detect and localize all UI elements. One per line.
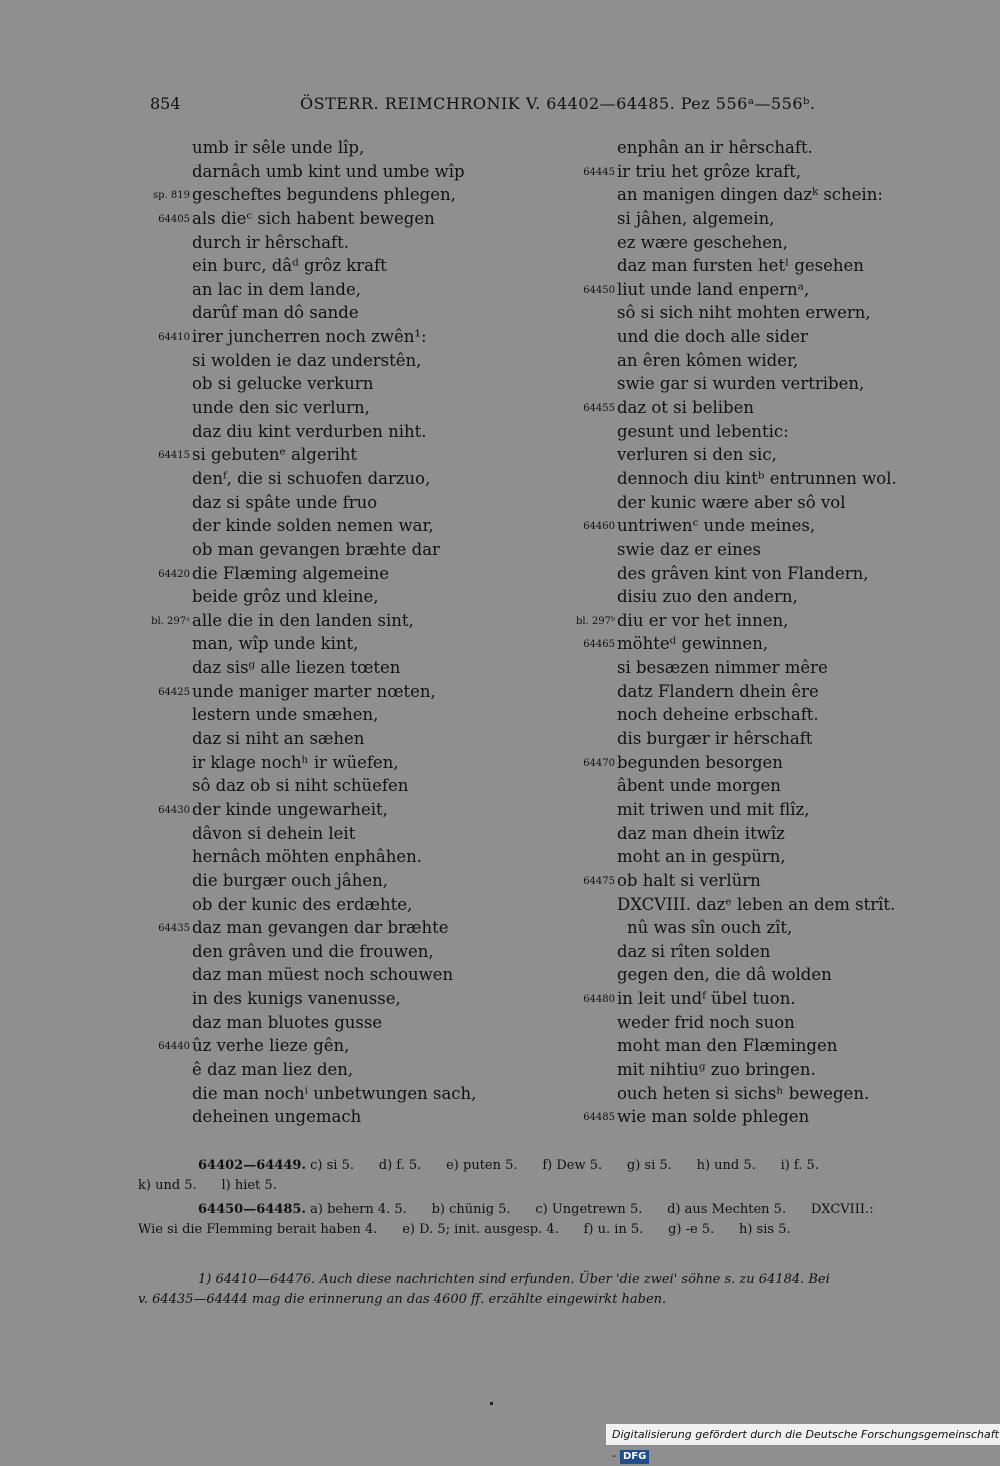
verse-text: daz ot si beliben xyxy=(617,398,754,418)
verse-text: umb ir sêle unde lîp, xyxy=(192,138,365,157)
verse-text: alle die in den landen sint, xyxy=(192,610,414,630)
verse-text: verluren si den sic, xyxy=(617,445,777,465)
line-number: 64405 xyxy=(158,213,190,225)
verse-line xyxy=(565,231,985,255)
verse-text: weder frid noch suon xyxy=(617,1012,795,1032)
verse-text: durch ir hêrschaft. xyxy=(192,232,350,252)
running-header xyxy=(150,94,840,114)
verse-line xyxy=(565,893,985,917)
verse-text: ob halt si verlürn xyxy=(617,870,761,890)
verse-line xyxy=(565,443,985,467)
verse-line xyxy=(565,869,985,893)
line-number: 64425 xyxy=(158,686,190,698)
line-number: sp. 819 xyxy=(153,190,190,202)
verse-line xyxy=(140,987,560,1011)
verse-text: gegen den, die dâ wolden xyxy=(617,965,832,985)
verse-line xyxy=(565,538,985,562)
verse-line xyxy=(140,467,560,491)
verse-line xyxy=(565,798,985,822)
verse-line xyxy=(140,183,560,207)
verse-text: DXCVIII. dazᵉ leben an dem strît. xyxy=(617,894,896,914)
verse-text: ûz verhe lieze gên, xyxy=(192,1036,350,1056)
verse-line xyxy=(565,278,985,302)
verse-line xyxy=(140,656,560,680)
verse-line xyxy=(565,940,985,964)
verse-line xyxy=(565,1082,985,1106)
verse-line xyxy=(565,372,985,396)
verse-text: dâvon si dehein leit xyxy=(192,823,356,843)
verse-text: möhteᵈ gewinnen, xyxy=(617,634,769,654)
verse-text: lestern unde smæhen, xyxy=(192,705,379,725)
line-number: 64420 xyxy=(158,568,190,580)
line-number: 64435 xyxy=(158,923,190,935)
line-number: 64480 xyxy=(583,994,615,1006)
verse-text: ir klage nochʰ ir wüefen, xyxy=(192,752,399,772)
verse-text: ê daz man liez den, xyxy=(192,1059,354,1079)
verse-line xyxy=(140,160,560,184)
dfg-logo-icon: DFG xyxy=(620,1450,649,1464)
verse-line xyxy=(565,514,985,538)
verse-line xyxy=(140,916,560,940)
verse-line xyxy=(565,987,985,1011)
verse-text: deheinen ungemach xyxy=(192,1107,362,1127)
verse-line xyxy=(140,609,560,633)
verse-text: swie daz er eines xyxy=(617,539,762,559)
verse-line xyxy=(565,467,985,491)
verse-text: der kunic wære aber sô vol xyxy=(617,492,846,512)
verse-text: diu er vor het innen, xyxy=(617,610,789,630)
verse-text: dis burgær ir hêrschaft xyxy=(617,729,813,749)
verse-text: ir triu het grôze kraft, xyxy=(617,161,802,181)
verse-text: si besæzen nimmer mêre xyxy=(617,658,828,678)
verse-line xyxy=(565,916,985,940)
line-number: 64450 xyxy=(583,284,615,296)
verse-text: enphân an ir hêrschaft. xyxy=(617,138,813,157)
verse-text: daz si rîten solden xyxy=(617,941,771,961)
verse-line xyxy=(565,1058,985,1082)
verse-line xyxy=(565,301,985,325)
verse-text: daz diu kint verdurben niht. xyxy=(192,421,427,441)
line-number: 64410 xyxy=(158,332,190,344)
verse-text: als dieᶜ sich habent bewegen xyxy=(192,208,435,228)
verse-line xyxy=(140,822,560,846)
verse-text: daz man bluotes gusse xyxy=(192,1012,383,1032)
verse-text: ein burc, dâᵈ grôz kraft xyxy=(192,256,387,276)
verse-text: âbent unde morgen xyxy=(617,776,781,796)
verse-line xyxy=(140,514,560,538)
verse-line xyxy=(140,585,560,609)
verse-text: darûf man dô sande xyxy=(192,303,359,323)
footnote-line-1: 1) 64410—64476. Auch diese nachrichten sind erfunden. Über 'die zwei' söhne s. zu 64184. Bei xyxy=(198,1272,830,1287)
verse-line xyxy=(140,727,560,751)
page-mark xyxy=(490,1402,493,1405)
verse-text: der kinde solden nemen war, xyxy=(192,516,434,536)
verse-line xyxy=(565,325,985,349)
verse-text: an lac in dem lande, xyxy=(192,279,361,299)
verse-line xyxy=(140,774,560,798)
verse-text: darnâch umb kint und umbe wîp xyxy=(192,161,465,181)
verse-text: ouch heten si sichsʰ bewegen. xyxy=(617,1083,870,1103)
verse-text: hernâch möhten enphâhen. xyxy=(192,847,423,867)
verse-text: nû was sîn ouch zît, xyxy=(627,918,793,938)
verse-text: an manigen dingen dazᵏ schein: xyxy=(617,185,883,205)
verse-text: die man nochⁱ unbetwungen sach, xyxy=(192,1083,477,1103)
line-number: bl. 297ᵇ xyxy=(575,615,615,627)
verse-text: si gebutenᵉ algeriht xyxy=(192,445,358,465)
verse-line xyxy=(140,231,560,255)
verse-line xyxy=(565,562,985,586)
apparatus-text-1a: c) si 5. d) f. 5. e) puten 5. f) Dew 5. g) si 5. h) und 5. i) f. 5. xyxy=(310,1158,819,1173)
verse-text: daz man dhein itwîz xyxy=(617,823,785,843)
verse-text: ez wære geschehen, xyxy=(617,232,788,252)
page-number: 854 xyxy=(150,94,181,113)
verse-text: des grâven kint von Flandern, xyxy=(617,563,869,583)
verse-line xyxy=(140,420,560,444)
verse-column-right xyxy=(565,136,985,1129)
verse-line xyxy=(140,1034,560,1058)
funding-footer xyxy=(606,1424,1000,1462)
verse-text: gescheftes begundens phlegen, xyxy=(192,185,456,205)
verse-line xyxy=(565,845,985,869)
verse-text: denᶠ, die si schuofen darzuo, xyxy=(192,468,431,488)
footnote-block xyxy=(138,1270,980,1310)
verse-text: den grâven und die frouwen, xyxy=(192,941,434,961)
verse-line xyxy=(140,963,560,987)
verse-line xyxy=(565,774,985,798)
verse-line xyxy=(565,656,985,680)
verse-text: swie gar si wurden vertriben, xyxy=(617,374,865,394)
apparatus-ref-1: 64402—64449. xyxy=(198,1158,306,1173)
verse-line xyxy=(140,372,560,396)
verse-line xyxy=(565,160,985,184)
verse-line xyxy=(565,396,985,420)
verse-line xyxy=(565,632,985,656)
verse-text: dennoch diu kintᵇ entrunnen wol. xyxy=(617,468,897,488)
verse-line xyxy=(140,1105,560,1129)
verse-text: der kinde ungewarheit, xyxy=(192,799,388,819)
verse-text: man, wîp unde kint, xyxy=(192,634,359,654)
footnote-line-2: v. 64435—64444 mag die erinnerung an das 4600 ff. erzählte eingewirkt haben. xyxy=(138,1292,667,1307)
verse-line xyxy=(565,1011,985,1035)
verse-line xyxy=(140,562,560,586)
verse-text: unde den sic verlurn, xyxy=(192,398,370,418)
apparatus-text-2b: Wie si die Flemming berait haben 4. e) D. 5; init. ausgesp. 4. f) u. in 5. g) -e 5. h) sis 5. xyxy=(138,1222,791,1237)
verse-line xyxy=(140,443,560,467)
apparatus-ref-2: 64450—64485. xyxy=(198,1202,306,1217)
verse-line xyxy=(140,1058,560,1082)
line-number: bl. 297ᵃ xyxy=(151,615,190,627)
verse-text: sô si sich niht mohten erwern, xyxy=(617,303,871,323)
verse-line xyxy=(140,538,560,562)
verse-text: daz man gevangen dar bræhte xyxy=(192,918,449,938)
verse-text: gesunt und lebentic: xyxy=(617,421,789,441)
verse-text: wie man solde phlegen xyxy=(617,1107,810,1127)
verse-column-left xyxy=(140,136,560,1129)
line-number: 64445 xyxy=(583,166,615,178)
verse-line xyxy=(565,349,985,373)
verse-text: si jâhen, algemein, xyxy=(617,208,775,228)
verse-text: daz si spâte unde fruo xyxy=(192,492,378,512)
verse-text: in des kunigs vanenusse, xyxy=(192,989,401,1009)
line-number: 64465 xyxy=(583,639,615,651)
verse-line xyxy=(140,491,560,515)
verse-line xyxy=(140,703,560,727)
apparatus-block-2 xyxy=(138,1200,980,1240)
verse-text: in leit undᶠ übel tuon. xyxy=(617,989,796,1009)
verse-line xyxy=(565,136,985,160)
verse-text: ob der kunic des erdæhte, xyxy=(192,894,413,914)
verse-line xyxy=(140,632,560,656)
line-number: 64415 xyxy=(158,450,190,462)
verse-line xyxy=(565,1105,985,1129)
verse-line xyxy=(565,183,985,207)
line-number: 64470 xyxy=(583,757,615,769)
verse-line xyxy=(140,893,560,917)
verse-line xyxy=(565,963,985,987)
verse-text: die Flæming algemeine xyxy=(192,563,389,583)
verse-line xyxy=(140,396,560,420)
verse-text: moht man den Flæmingen xyxy=(617,1036,838,1056)
verse-text: die burgær ouch jâhen, xyxy=(192,870,389,890)
verse-line xyxy=(565,703,985,727)
line-number: 64475 xyxy=(583,875,615,887)
verse-text: begunden besorgen xyxy=(617,752,783,772)
verse-text: si wolden ie daz understên, xyxy=(192,350,422,370)
verse-line xyxy=(565,585,985,609)
verse-line xyxy=(565,822,985,846)
line-number: 64485 xyxy=(583,1112,615,1124)
verse-text: daz man fursten hetˡ gesehen xyxy=(617,256,864,276)
verse-line xyxy=(140,1082,560,1106)
verse-line xyxy=(565,420,985,444)
verse-line xyxy=(140,680,560,704)
verse-text: daz man müest noch schouwen xyxy=(192,965,454,985)
verse-line xyxy=(140,751,560,775)
verse-text: mit triwen und mit flîz, xyxy=(617,799,810,819)
verse-text: disiu zuo den andern, xyxy=(617,587,798,607)
verse-line xyxy=(565,1034,985,1058)
verse-text: irer juncherren noch zwên¹: xyxy=(192,327,427,347)
verse-line xyxy=(565,207,985,231)
verse-text: datz Flandern dhein êre xyxy=(617,681,819,701)
apparatus-text-2a: a) behern 4. 5. b) chünig 5. c) Ungetrewn 5. d) aus Mechten 5. DXCVIII.: xyxy=(310,1202,874,1217)
verse-text: unde maniger marter nœten, xyxy=(192,681,436,701)
verse-text: liut unde land enpernᵃ, xyxy=(617,279,810,299)
verse-line xyxy=(140,845,560,869)
line-number: 64430 xyxy=(158,804,190,816)
verse-line xyxy=(140,349,560,373)
verse-text: moht an in gespürn, xyxy=(617,847,786,867)
verse-text: und die doch alle sider xyxy=(617,327,808,347)
verse-line xyxy=(140,869,560,893)
line-number: 64455 xyxy=(583,403,615,415)
verse-line xyxy=(565,609,985,633)
verse-line xyxy=(140,278,560,302)
verse-text: noch deheine erbschaft. xyxy=(617,705,819,725)
verse-text: ob si gelucke verkurn xyxy=(192,374,374,394)
verse-line xyxy=(140,301,560,325)
verse-line xyxy=(140,325,560,349)
line-number: 64440 xyxy=(158,1041,190,1053)
verse-line xyxy=(565,727,985,751)
verse-line xyxy=(565,751,985,775)
running-title: ÖSTERR. REIMCHRONIK V. 64402—64485. Pez 556ᵃ—556ᵇ. xyxy=(300,94,816,113)
verse-text: sô daz ob si niht schüefen xyxy=(192,776,409,796)
verse-text: untriwenᶜ unde meines, xyxy=(617,516,816,536)
line-number: 64460 xyxy=(583,521,615,533)
verse-text: mit nihtiuᵍ zuo bringen. xyxy=(617,1059,816,1079)
verse-line xyxy=(565,680,985,704)
verse-text: beide grôz und kleine, xyxy=(192,587,379,607)
verse-text: ob man gevangen bræhte dar xyxy=(192,539,440,559)
verse-line xyxy=(140,798,560,822)
verse-text: an êren kômen wider, xyxy=(617,350,799,370)
footer-text: Digitalisierung gefördert durch die Deutsche Forschungsgemeinschaft - xyxy=(612,1428,999,1462)
verse-line xyxy=(565,254,985,278)
verse-line xyxy=(140,1011,560,1035)
apparatus-block-1 xyxy=(138,1156,980,1196)
verse-line xyxy=(140,207,560,231)
verse-text: daz si niht an sæhen xyxy=(192,729,365,749)
apparatus-text-1b: k) und 5. l) hiet 5. xyxy=(138,1178,277,1193)
verse-line xyxy=(140,254,560,278)
verse-line xyxy=(565,491,985,515)
verse-line xyxy=(140,136,560,160)
verse-text: daz sisᵍ alle liezen tœten xyxy=(192,658,401,678)
verse-line xyxy=(140,940,560,964)
